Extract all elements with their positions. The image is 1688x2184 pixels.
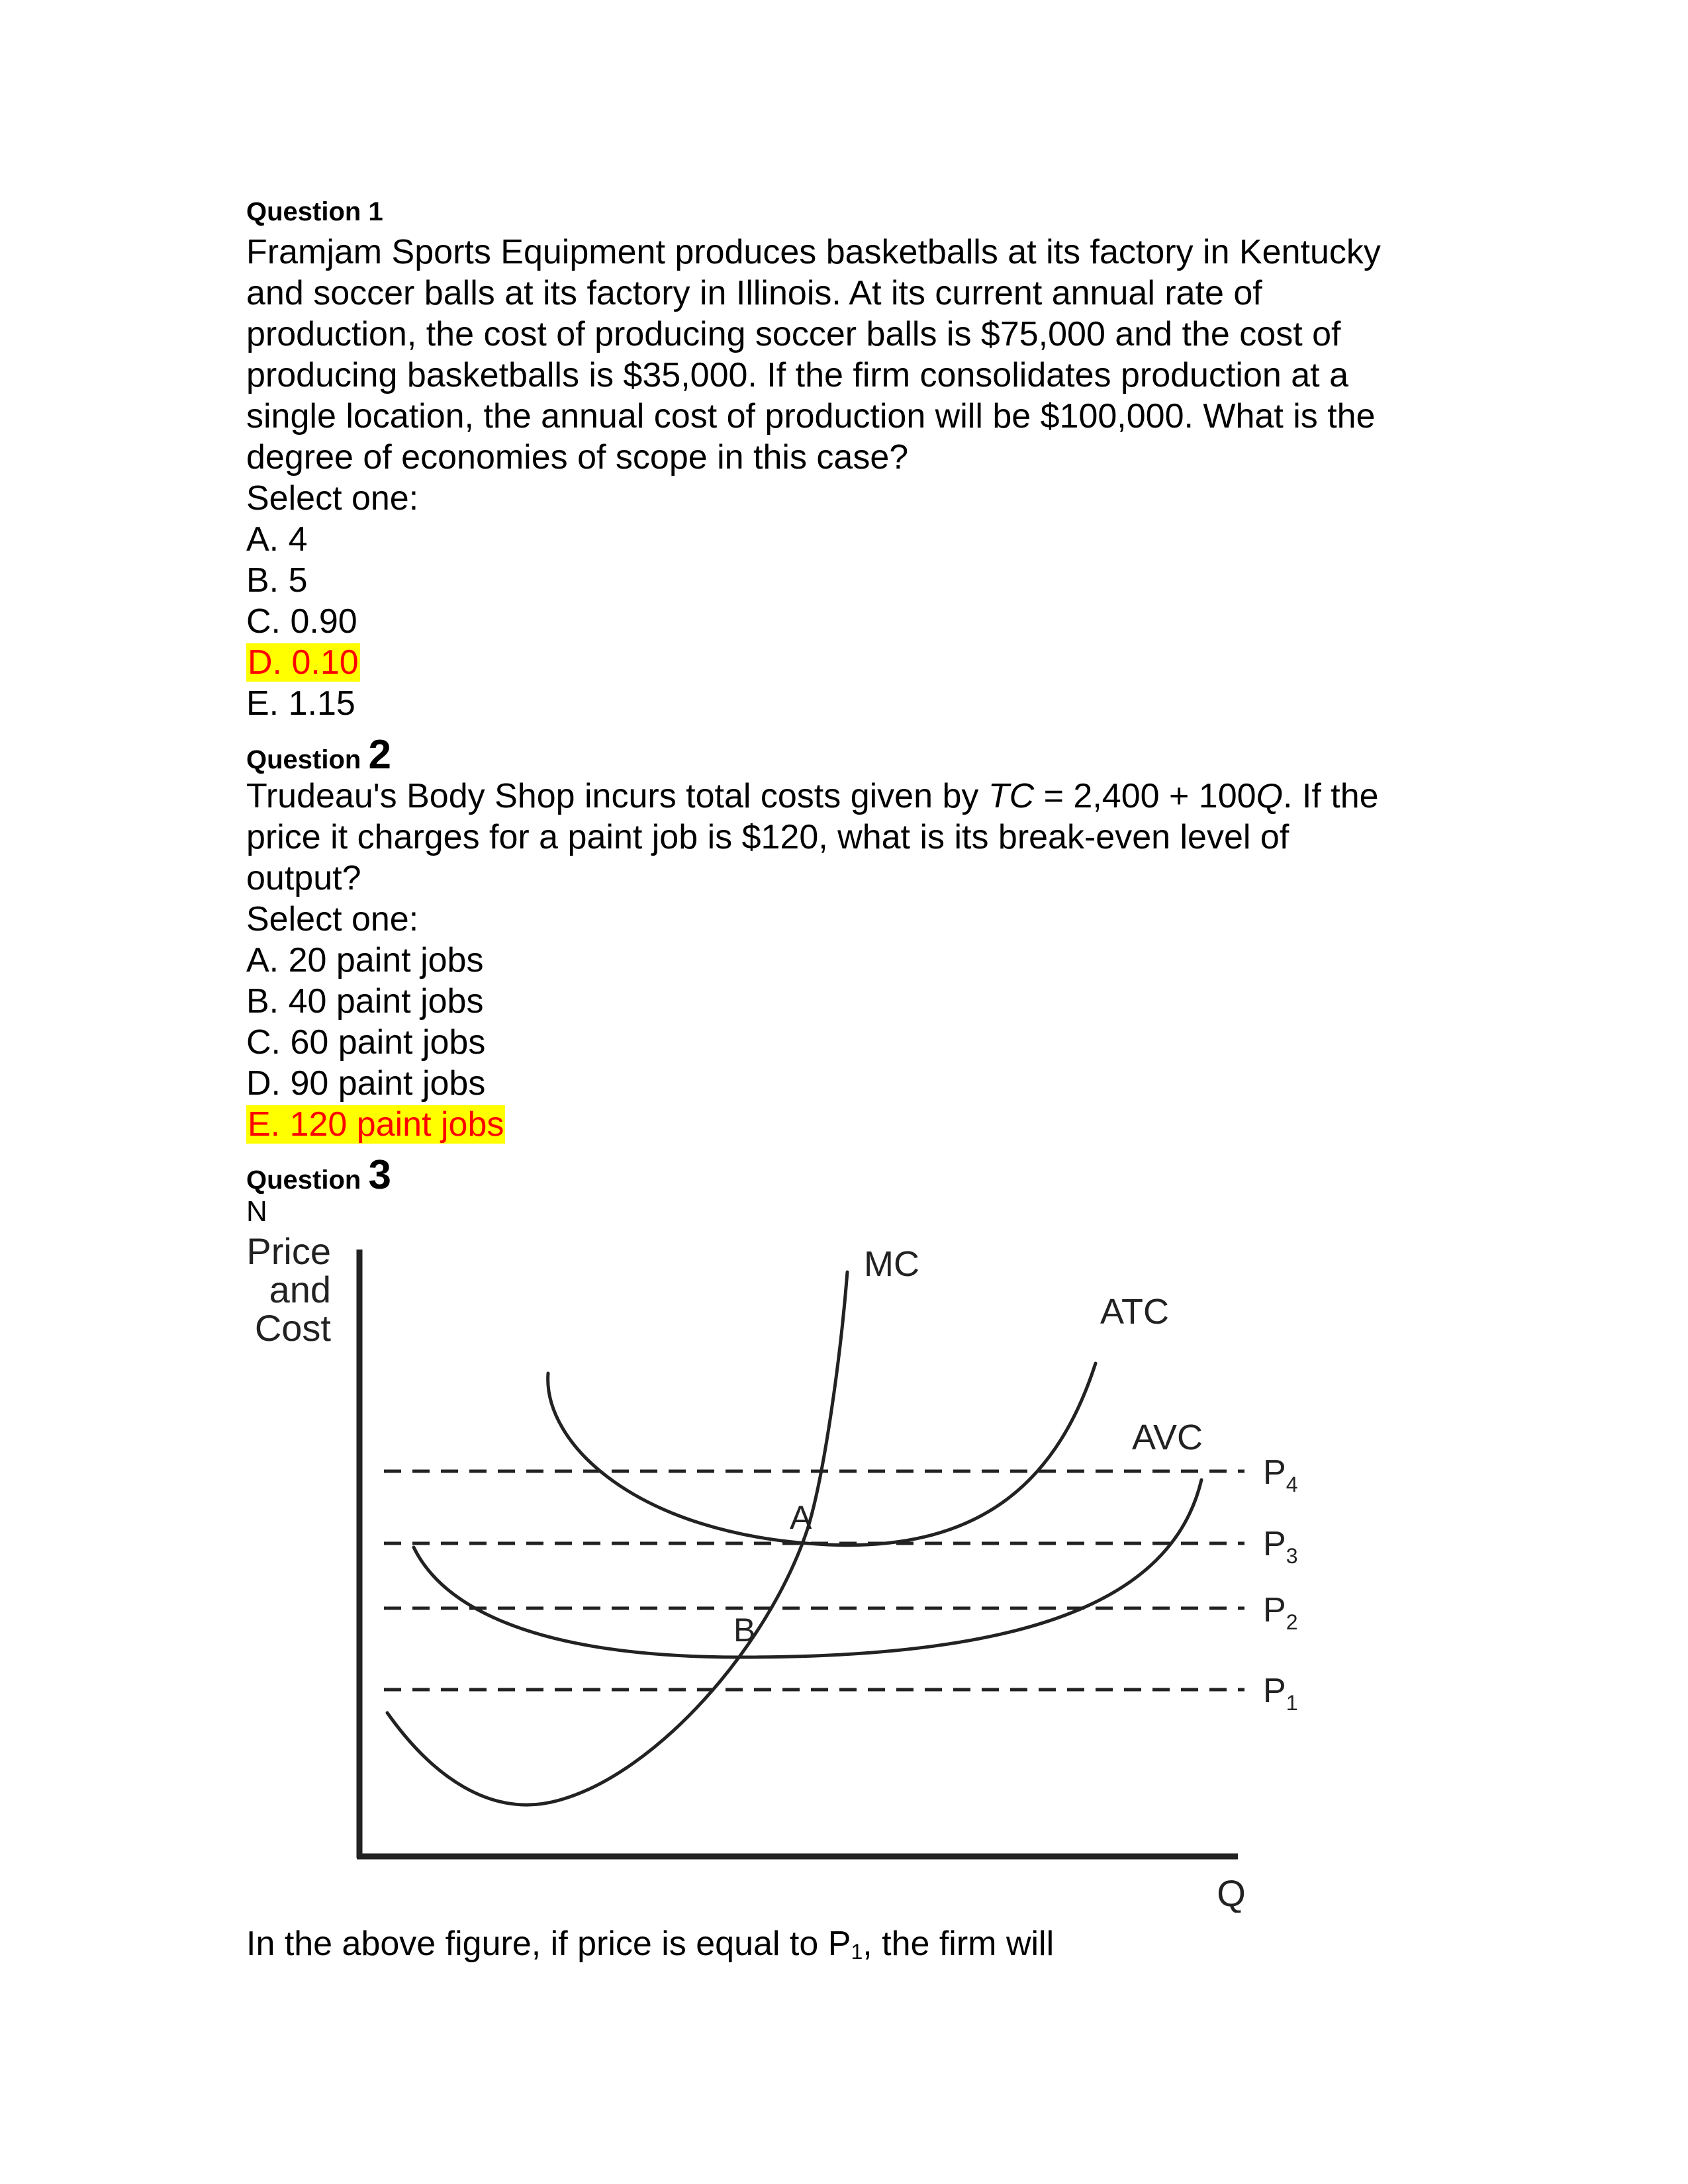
text-run: In the above figure, if price is equal to P	[246, 1925, 851, 1963]
price-label-p2: $P_2$	[1263, 1591, 1298, 1634]
answer-option-c[interactable]	[246, 601, 1504, 642]
option-text: B. 40 paint jobs	[246, 982, 484, 1021]
atc-curve	[548, 1363, 1096, 1545]
atc-label: ATC	[1100, 1292, 1169, 1332]
text-run: . If the	[1283, 777, 1379, 815]
question-number: 2	[368, 732, 391, 778]
mc-curve	[387, 1272, 847, 1805]
question-1-text-line: single location, the annual cost of production will be $100,000. What is the	[246, 397, 1376, 435]
text-run: , the firm will	[863, 1925, 1055, 1963]
question-label: Question	[246, 1165, 361, 1195]
answer-option-d[interactable]	[246, 1063, 1504, 1104]
text-run: Trudeau's Body Shop incurs total costs given by	[246, 777, 988, 815]
answer-option-b[interactable]	[246, 560, 1504, 601]
option-text: A. 4	[246, 520, 308, 559]
y-axis-label: and	[269, 1269, 331, 1310]
option-text: C. 60 paint jobs	[246, 1023, 486, 1062]
stray-letter: N	[246, 1195, 267, 1228]
y-axis-label: Price	[246, 1230, 331, 1272]
question-2-text-line: output?	[246, 859, 361, 897]
option-text: A. 20 paint jobs	[246, 941, 484, 979]
question-2-text-line: price it charges for a paint job is $120, what is its break-even level of	[246, 818, 1289, 856]
question-label: Question	[246, 197, 361, 226]
text-run-italic: Q	[1256, 777, 1284, 815]
x-axis-label: Q	[1217, 1872, 1246, 1913]
highlighted-answer: E. 120 paint jobs	[248, 1105, 504, 1144]
question-2-body	[246, 776, 1504, 1145]
question-label: Question	[246, 745, 361, 774]
answer-option-b[interactable]	[246, 981, 1504, 1022]
option-text: D. 90 paint jobs	[246, 1064, 486, 1103]
point-a-label: A	[790, 1499, 812, 1536]
question-1-text-line: and soccer balls at its factory in Illinois. At its current annual rate of	[246, 274, 1262, 312]
option-text: B. 5	[246, 561, 308, 600]
price-label-p1: $P_1$	[1263, 1672, 1298, 1715]
select-one-label: Select one:	[246, 900, 419, 938]
question-1-text-line: producing basketballs is $35,000. If the firm consolidates production at a	[246, 356, 1348, 394]
select-one-label: Select one:	[246, 479, 419, 518]
answer-option-e[interactable]	[246, 1104, 1504, 1145]
text-run-italic: TC	[988, 777, 1035, 815]
y-axis-label: Cost	[254, 1307, 331, 1349]
option-text: E. 1.15	[246, 684, 355, 723]
option-text: C. 0.90	[246, 602, 357, 641]
avc-label: AVC	[1132, 1418, 1203, 1457]
question-1-heading	[246, 199, 383, 225]
answer-option-a[interactable]	[246, 519, 1504, 560]
subscript: 1	[851, 1940, 863, 1964]
price-label-p3: $P_3$	[1263, 1525, 1298, 1568]
question-number: 3	[368, 1152, 391, 1198]
question-1-text-line: degree of economies of scope in this case?	[246, 438, 909, 477]
question-1-text-line: production, the cost of producing soccer balls is $75,000 and the cost of	[246, 315, 1341, 353]
question-3-text-line	[246, 1923, 1504, 1964]
answer-option-d[interactable]	[246, 642, 1504, 683]
question-1-text-line: Framjam Sports Equipment produces basketballs at its factory in Kentucky	[246, 233, 1381, 271]
answer-option-c[interactable]	[246, 1022, 1504, 1063]
question-number: 1	[368, 197, 383, 226]
cost-curves-figure	[225, 1224, 1350, 1913]
question-2-heading	[246, 732, 391, 778]
answer-option-e[interactable]	[246, 683, 1504, 724]
price-label-p4: $P_4$	[1263, 1453, 1298, 1496]
highlighted-answer: D. 0.10	[248, 643, 359, 682]
question-3-heading	[246, 1152, 391, 1198]
question-3-prompt	[246, 1923, 1504, 1964]
text-run: = 2,400 + 100	[1034, 777, 1256, 815]
question-2-text-line	[246, 776, 1504, 817]
answer-option-a[interactable]	[246, 940, 1504, 981]
mc-label: MC	[864, 1244, 919, 1284]
point-b-label: B	[733, 1612, 756, 1649]
question-1-body	[246, 232, 1504, 724]
